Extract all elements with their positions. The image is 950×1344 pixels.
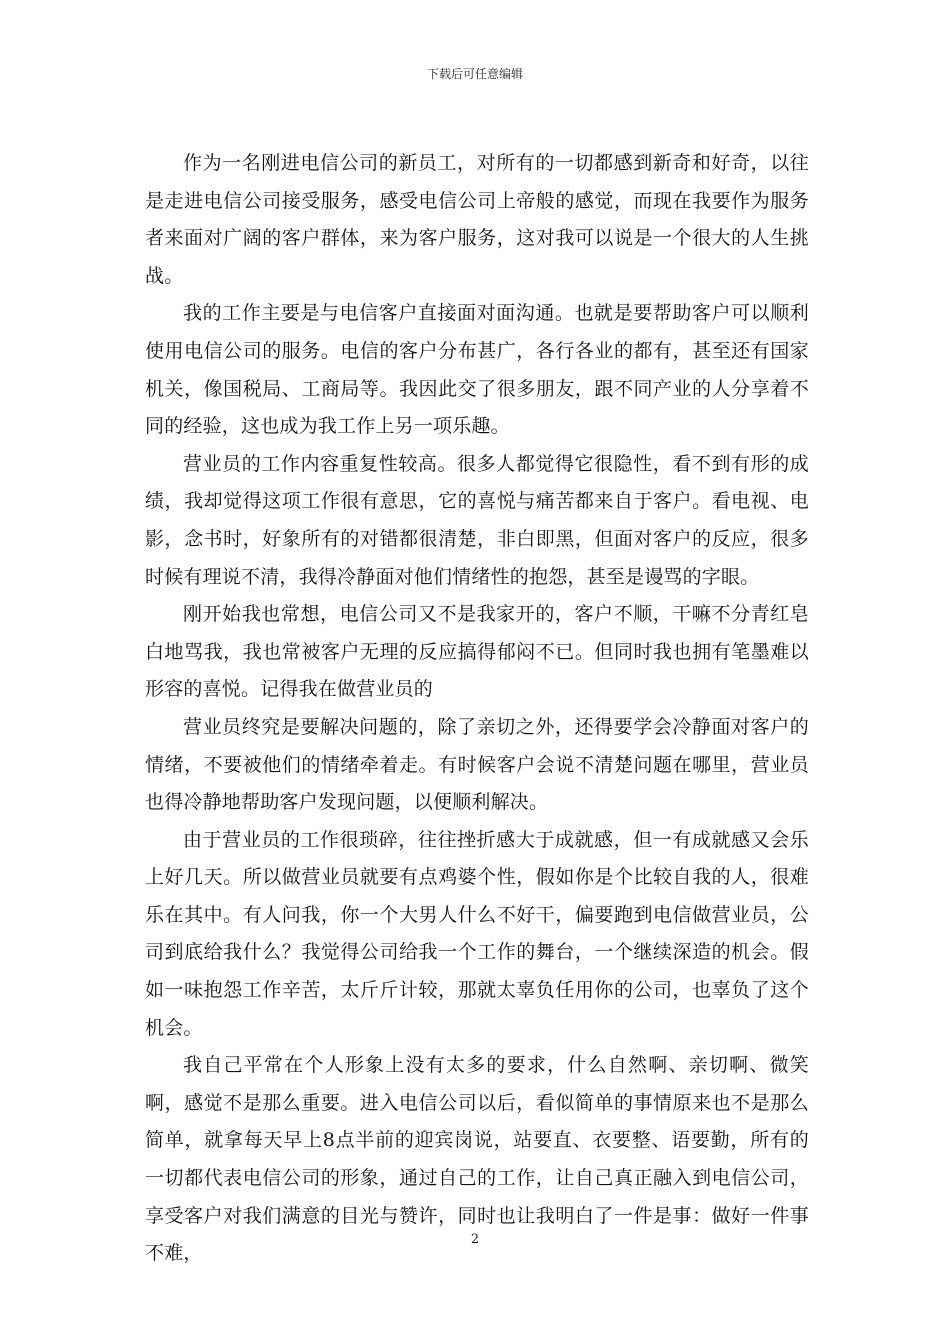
- paragraph-7: 我自己平常在个人形象上没有太多的要求，什么自然啊、亲切啊、微笑啊，感觉不是那么重要。进入电信公司以后，看似简单的事情原来也不是那么简单，就拿每天早上8点半前的迎宾岗说，站要直、衣要整、语要勤，所有的一切都代表电信公司的形象，通过自己的工作，让自己真正融入到电信公司，享受客户对我们满意的目光与赞许，同时也让我明白了一件是事：做好一件事不难，: [145, 1054, 809, 1265]
- paragraph-5: 营业员终究是要解决问题的，除了亲切之外，还得要学会冷静面对客户的情绪，不要被他们的情绪牵着走。有时候客户会说不清楚问题在哪里，营业员也得冷静地帮助客户发现问题，以便顺利解决。: [145, 715, 809, 814]
- paragraph-6: 由于营业员的工作很琐碎，往往挫折感大于成就感，但一有成就感又会乐上好几天。所以做营业员就要有点鸡婆个性，假如你是个比较自我的人，很难乐在其中。有人问我，你一个大男人什么不好干，偏要跑到电信做营业员，公司到底给我什么？我觉得公司给我一个工作的舞台，一个继续深造的机会。假如一味抱怨工作辛苦，太斤斤计较，那就太辜负任用你的公司，也辜负了这个机会。: [145, 828, 809, 1039]
- page-number: 2: [470, 1232, 480, 1247]
- paragraph-1: 作为一名刚进电信公司的新员工，对所有的一切都感到新奇和好奇，以往是走进电信公司接受服务，感受电信公司上帝般的感觉，而现在我要作为服务者来面对广阔的客户群体，来为客户服务，这对我可以说是一个很大的人生挑战。: [145, 152, 809, 287]
- page-header: 下载后可任意编辑: [426, 67, 523, 81]
- paragraph-3: 营业员的工作内容重复性较高。很多人都觉得它很隐性，看不到有形的成绩，我却觉得这项工作很有意思，它的喜悦与痛苦都来自于客户。看电视、电影，念书时，好象所有的对错都很清楚，非白即黑，但面对客户的反应，很多时候有理说不清，我得冷静面对他们情绪性的抱怨，甚至是谩骂的字眼。: [145, 452, 809, 588]
- paragraph-4: 刚开始我也常想，电信公司又不是我家开的，客户不顺，干嘛不分青红皂白地骂我，我也常被客户无理的反应搞得郁闷不已。但同时我也拥有笔墨难以形容的喜悦。记得我在做营业员的: [145, 603, 809, 701]
- paragraph-2: 我的工作主要是与电信客户直接面对面沟通。也就是要帮助客户可以顺利使用电信公司的服务。电信的客户分布甚广，各行各业的都有，甚至还有国家机关，像国税局、工商局等。我因此交了很多朋友，跟不同产业的人分享着不同的经验，这也成为我工作上另一项乐趣。: [145, 302, 809, 438]
- document-body: [145, 145, 809, 1273]
